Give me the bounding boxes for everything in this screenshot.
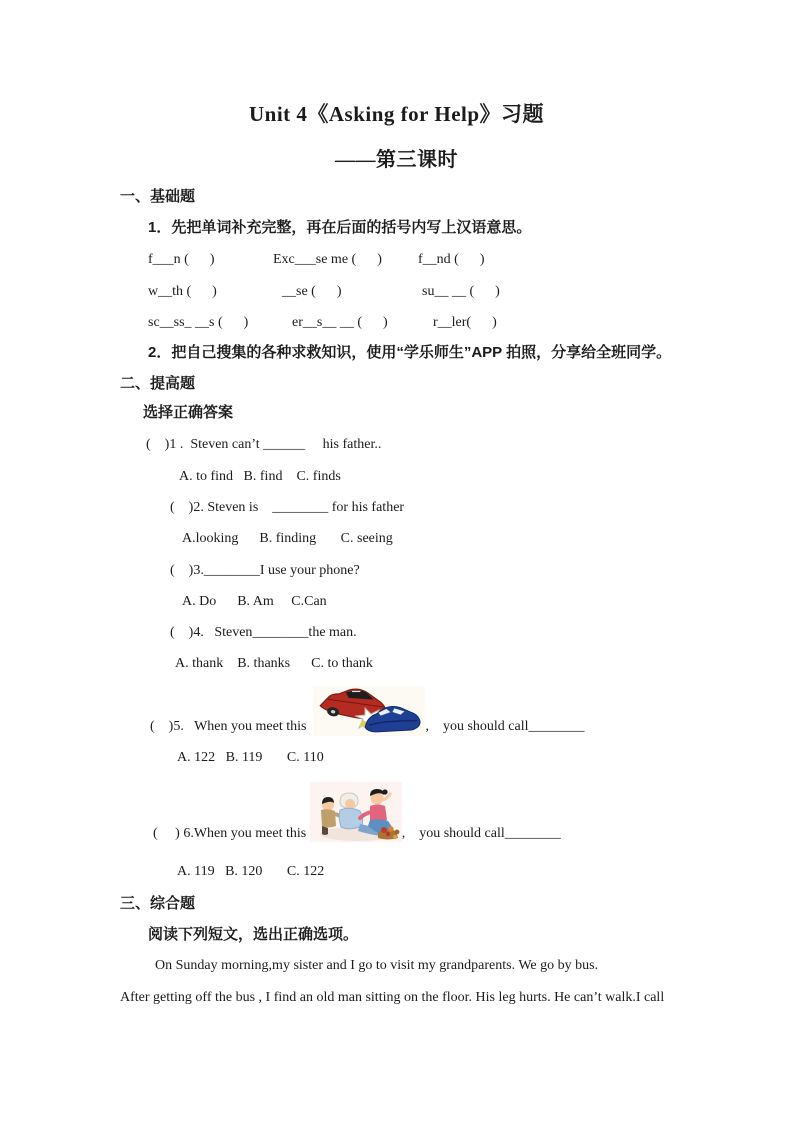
- comprehensive-instruction: 阅读下列短文，选出正确选项。: [148, 926, 359, 943]
- question-2-stem: ( )2. Steven is ________ for his father: [170, 500, 405, 515]
- word-blank: w__th ( ): [148, 284, 217, 299]
- question-1-options: A. to find B. find C. finds: [179, 469, 341, 484]
- advanced-instruction: 选择正确答案: [143, 404, 234, 421]
- word-blank: __se ( ): [282, 284, 342, 299]
- section-basic-heading: 一、基础题: [120, 188, 196, 205]
- word-blank: f___n ( ): [148, 252, 215, 267]
- car-crash-image: [313, 684, 425, 737]
- question-2-options: A.looking B. finding C. seeing: [182, 531, 393, 546]
- question-6-stem-post: , you should call________: [401, 826, 561, 841]
- reading-paragraph-2: After getting off the bus , I find an old man sitting on the floor. His leg hurts. He can’t walk.I call: [120, 990, 665, 1005]
- word-fill-row-1: [0, 252, 660, 270]
- basic-task2-text: 2．把自己搜集的各种求救知识，使用“学乐师生”APP 拍照，分享给全班同学。: [148, 344, 672, 361]
- question-5-stem-line: [150, 682, 584, 737]
- question-5-stem-pre: ( )5. When you meet this: [150, 719, 307, 734]
- section-advanced-heading: 二、提高题: [120, 375, 196, 392]
- question-3-options: A. Do B. Am C.Can: [182, 594, 327, 609]
- word-blank: er__s__ __ ( ): [292, 315, 388, 330]
- worksheet-title: Unit 4《Asking for Help》习题: [248, 102, 545, 126]
- worksheet-subtitle: ——第三课时: [335, 149, 458, 171]
- question-6-stem-line: [153, 782, 561, 844]
- word-fill-row-3: [0, 315, 660, 333]
- word-blank: su__ __ ( ): [422, 284, 500, 299]
- word-blank: sc__ss_ __s ( ): [148, 315, 249, 330]
- reading-paragraph-1: On Sunday morning,my sister and I go to visit my grandparents. We go by bus.: [155, 958, 599, 973]
- question-5-options: A. 122 B. 119 C. 110: [177, 750, 324, 765]
- basic-task1-text: 1．先把单词补充完整，再在后面的括号内写上汉语意思。: [148, 219, 532, 236]
- question-3-stem: ( )3.________I use your phone?: [170, 563, 360, 578]
- spacer: [306, 719, 313, 737]
- question-1-stem: ( )1 . Steven can’t ______ his father..: [146, 437, 382, 452]
- question-6-options: A. 119 B. 120 C. 122: [177, 864, 325, 879]
- word-blank: f__nd ( ): [418, 252, 485, 267]
- elderly-fallen-image: [310, 782, 402, 844]
- question-4-options: A. thank B. thanks C. to thank: [175, 656, 373, 671]
- question-4-stem: ( )4. Steven________the man.: [170, 625, 357, 640]
- question-6-stem-pre: ( ) 6.When you meet this: [153, 826, 307, 841]
- section-comprehensive-heading: 三、综合题: [120, 895, 196, 912]
- word-blank: Exc___se me ( ): [273, 252, 382, 267]
- question-5-stem-post: , you should call________: [425, 719, 585, 734]
- word-blank: r__ler( ): [433, 315, 497, 330]
- word-fill-row-2: [0, 284, 660, 302]
